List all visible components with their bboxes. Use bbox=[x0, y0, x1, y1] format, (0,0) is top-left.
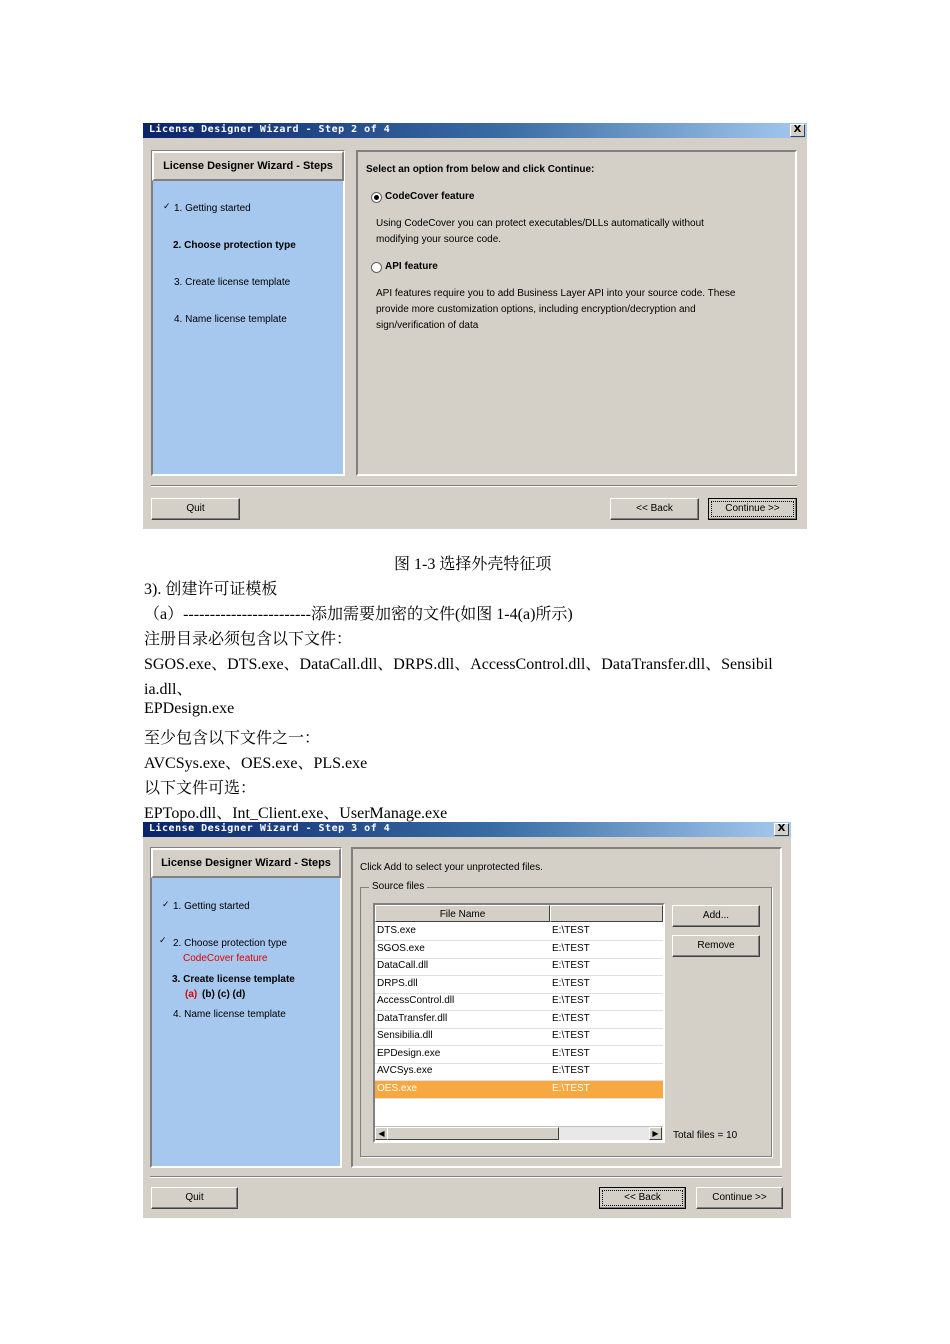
column-file-name[interactable]: File Name bbox=[375, 905, 550, 922]
file-path-cell: E:\TEST bbox=[552, 1012, 590, 1024]
files-table bbox=[373, 903, 665, 1143]
prompt-text: Click Add to select your unprotected files. bbox=[360, 862, 543, 873]
file-path-cell: E:\TEST bbox=[552, 942, 590, 954]
column-path[interactable] bbox=[550, 905, 663, 922]
codecover-desc-2: modifying your source code. bbox=[376, 234, 502, 245]
window-title: License Designer Wizard - Step 3 of 4 bbox=[149, 823, 391, 834]
step-2-sub: CodeCover feature bbox=[183, 953, 268, 964]
continue-button[interactable]: Continue >> bbox=[696, 1187, 783, 1209]
step-4: 4. Name license template bbox=[174, 314, 287, 325]
file-name-cell: SGOS.exe bbox=[377, 942, 425, 954]
doc-line-9: 以下文件可选： bbox=[144, 780, 257, 797]
prompt-text: Select an option from below and click Continue: bbox=[366, 164, 595, 175]
doc-line-3: 注册目录必须包含以下文件： bbox=[144, 631, 353, 648]
files-panel bbox=[351, 847, 782, 1168]
check-icon: ✓ bbox=[162, 899, 170, 909]
steps-header: License Designer Wizard - Steps bbox=[151, 848, 341, 878]
doc-line-7: 至少包含以下文件之一： bbox=[144, 730, 321, 747]
check-icon: ✓ bbox=[163, 201, 171, 211]
table-row[interactable] bbox=[375, 958, 663, 976]
api-desc-3: sign/verification of data bbox=[376, 320, 479, 331]
steps-panel bbox=[151, 150, 345, 476]
table-row[interactable] bbox=[375, 1011, 663, 1029]
wizard-window-step2 bbox=[143, 123, 807, 529]
doc-line-4: SGOS.exe、DTS.exe、DataCall.dll、DRPS.dll、AccessControl.dll、DataTransfer.dll、Sensibil bbox=[144, 656, 773, 673]
step-1: 1. Getting started bbox=[173, 901, 250, 912]
file-name-cell: DataCall.dll bbox=[377, 960, 429, 971]
close-button[interactable]: X bbox=[790, 124, 805, 137]
title-bar[interactable] bbox=[143, 822, 791, 837]
file-name-cell: AccessControl.dll bbox=[377, 995, 455, 1006]
file-name-cell: DRPS.dll bbox=[377, 977, 418, 989]
doc-line-10: EPTopo.dll、Int_Client.exe、UserManage.exe bbox=[144, 805, 448, 822]
window-title: License Designer Wizard - Step 2 of 4 bbox=[149, 124, 391, 135]
back-button[interactable]: << Back bbox=[599, 1187, 686, 1209]
figure-caption: 图 1-3 选择外壳特征项 bbox=[394, 556, 552, 573]
separator bbox=[151, 485, 797, 487]
doc-line-5: ia.dll、 bbox=[144, 681, 193, 698]
steps-header: License Designer Wizard - Steps bbox=[152, 151, 344, 181]
scroll-thumb[interactable] bbox=[387, 1127, 559, 1140]
doc-line-8: AVCSys.exe、OES.exe、PLS.exe bbox=[144, 755, 368, 772]
api-radio[interactable] bbox=[371, 262, 382, 273]
close-button[interactable]: X bbox=[774, 823, 789, 836]
step-3-sub-a: (a) bbox=[185, 989, 198, 1000]
file-name-cell: DTS.exe bbox=[377, 925, 416, 936]
quit-button[interactable]: Quit bbox=[151, 1187, 238, 1209]
file-path-cell: E:\TEST bbox=[552, 995, 590, 1006]
title-bar[interactable] bbox=[143, 123, 807, 138]
file-path-cell: E:\TEST bbox=[552, 1030, 590, 1041]
step-2: 2. Choose protection type bbox=[173, 240, 296, 251]
continue-button[interactable]: Continue >> bbox=[708, 498, 797, 520]
wizard-window-step3 bbox=[143, 822, 791, 1218]
file-path-cell: E:\TEST bbox=[552, 1082, 590, 1094]
api-desc-1: API features require you to add Business Layer API into your source code. These bbox=[376, 288, 736, 299]
check-icon: ✓ bbox=[159, 935, 167, 945]
step-1: 1. Getting started bbox=[174, 203, 251, 214]
remove-button[interactable]: Remove bbox=[672, 935, 760, 957]
table-row[interactable] bbox=[375, 1046, 663, 1064]
file-name-cell: DataTransfer.dll bbox=[377, 1012, 448, 1024]
options-panel bbox=[356, 150, 797, 476]
codecover-label[interactable]: CodeCover feature bbox=[385, 191, 475, 202]
table-row[interactable] bbox=[375, 1063, 663, 1081]
file-name-cell: AVCSys.exe bbox=[377, 1065, 433, 1076]
step-2: 2. Choose protection type bbox=[173, 938, 287, 949]
step-3-sub-rest: (b) (c) (d) bbox=[202, 989, 246, 1000]
doc-line-2: （a）------------------------添加需要加密的文件(如图 1-4(a)所示) bbox=[144, 606, 573, 623]
file-name-cell: Sensibilia.dll bbox=[377, 1030, 433, 1041]
add-button[interactable]: Add... bbox=[672, 905, 760, 927]
step-4: 4. Name license template bbox=[173, 1009, 286, 1020]
source-files-label: Source files bbox=[369, 881, 427, 892]
total-files: Total files = 10 bbox=[673, 1130, 738, 1141]
file-path-cell: E:\TEST bbox=[552, 1047, 590, 1059]
table-row[interactable] bbox=[375, 941, 663, 959]
table-row[interactable] bbox=[375, 993, 663, 1011]
file-name-cell: OES.exe bbox=[377, 1082, 418, 1094]
scroll-right-icon[interactable]: ▶ bbox=[649, 1127, 662, 1140]
table-row[interactable] bbox=[375, 1028, 663, 1046]
api-label[interactable]: API feature bbox=[385, 261, 438, 272]
table-row[interactable] bbox=[375, 923, 663, 941]
file-path-cell: E:\TEST bbox=[552, 925, 590, 936]
step-3: 3. Create license template bbox=[174, 277, 291, 288]
separator bbox=[150, 1176, 782, 1178]
file-name-cell: EPDesign.exe bbox=[377, 1047, 441, 1059]
step-3: 3. Create license template bbox=[172, 974, 295, 985]
doc-line-6: EPDesign.exe bbox=[144, 700, 235, 717]
codecover-radio[interactable] bbox=[371, 192, 382, 203]
doc-line-1: 3). 创建许可证模板 bbox=[144, 581, 278, 598]
codecover-desc-1: Using CodeCover you can protect executables/DLLs automatically without bbox=[376, 218, 704, 229]
table-row[interactable] bbox=[375, 976, 663, 994]
back-button[interactable]: << Back bbox=[610, 498, 699, 520]
file-path-cell: E:\TEST bbox=[552, 977, 590, 989]
file-path-cell: E:\TEST bbox=[552, 960, 590, 971]
file-path-cell: E:\TEST bbox=[552, 1065, 590, 1076]
quit-button[interactable]: Quit bbox=[151, 498, 240, 520]
api-desc-2: provide more customization options, including encryption/decryption and bbox=[376, 304, 696, 315]
horizontal-scrollbar[interactable] bbox=[375, 1126, 663, 1140]
table-row[interactable] bbox=[375, 1081, 663, 1099]
steps-panel bbox=[150, 847, 342, 1168]
scroll-left-icon[interactable]: ◀ bbox=[375, 1127, 388, 1140]
